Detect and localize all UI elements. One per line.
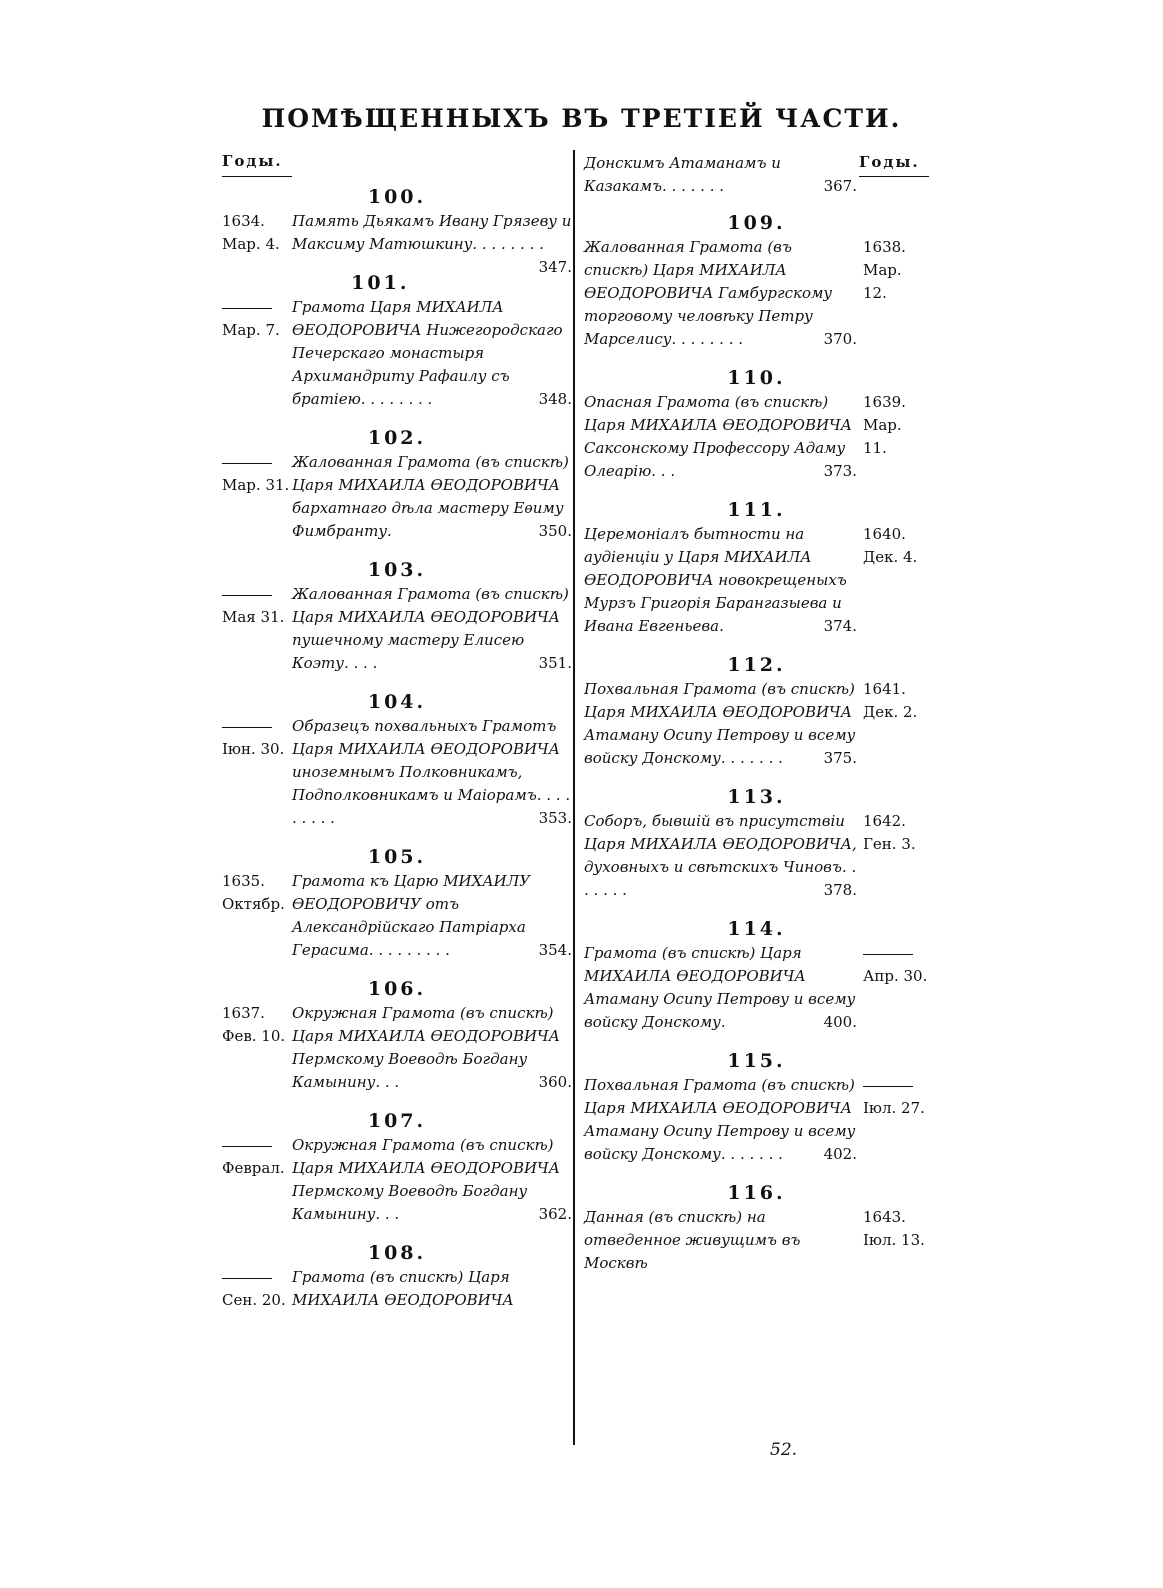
- years-rule: [222, 176, 292, 177]
- entry-page: 348.: [538, 390, 572, 408]
- entry-day: Мар. 4.: [222, 235, 280, 253]
- entry-year: 1639.: [863, 393, 906, 411]
- entry-text: [292, 210, 572, 276]
- entry-day: Дек. 4.: [863, 548, 918, 566]
- entry-day: Ген. 3.: [863, 835, 916, 853]
- entry-text: [292, 1266, 572, 1312]
- entry-date: [222, 1002, 292, 1048]
- entry-year: 1642.: [863, 812, 906, 830]
- list-item: [222, 1266, 572, 1312]
- entry-date: [222, 1134, 292, 1180]
- continuation-body: Донскимъ Атаманамъ и Казакамъ. . . . . . .: [584, 154, 781, 195]
- entry-number: 109.: [727, 212, 786, 234]
- entry-day: Мар. 11.: [863, 416, 902, 457]
- entry-day: Сен. 20.: [222, 1291, 286, 1309]
- entry-date: [222, 451, 292, 497]
- entry-day: Іюн. 30.: [222, 740, 285, 758]
- entry-year: [222, 296, 292, 319]
- entry-year: [222, 715, 292, 738]
- entry-page: 350.: [538, 522, 572, 540]
- entry-text: [292, 583, 572, 675]
- list-item: [222, 583, 572, 675]
- entry-date: [222, 296, 292, 342]
- entry-date: [863, 810, 929, 856]
- list-item: [584, 942, 929, 1034]
- list-item: [584, 391, 929, 483]
- entry-text: [584, 810, 857, 902]
- entry-number: 110.: [727, 367, 786, 389]
- entry-year: [222, 583, 292, 606]
- entry-page: 370.: [823, 330, 857, 348]
- entry-day: Феврал.: [222, 1159, 285, 1177]
- entry-title: Похвальная Грамота (въ спискѣ) Царя МИХАИЛА ѲЕОДОРОВИЧА Атаману Осипу Петрову и всему войску Донскому. . . . . . .: [584, 1076, 856, 1163]
- entry-text: [292, 1002, 572, 1094]
- entry-page: 375.: [823, 749, 857, 767]
- ditto-dash: [222, 463, 272, 464]
- entry-number: 111.: [727, 499, 786, 521]
- entry-title: Похвальная Грамота (въ спискѣ) Царя МИХАИЛА ѲЕОДОРОВИЧА Атаману Осипу Петрову и всему войску Донскому. . . . . . .: [584, 680, 856, 767]
- entry-year: 1634.: [222, 212, 265, 230]
- entry-page: 360.: [538, 1073, 572, 1091]
- list-item: [222, 1002, 572, 1094]
- entry-page: 374.: [823, 617, 857, 635]
- entry-day: Октябр.: [222, 895, 285, 913]
- entry-number: 106.: [367, 978, 427, 1000]
- left-entry-list: [222, 186, 572, 1312]
- entry-day: Дек. 2.: [863, 703, 918, 721]
- entry-number: 101.: [351, 272, 410, 294]
- entry-number: 108.: [367, 1242, 427, 1264]
- years-label: Годы.: [222, 152, 283, 170]
- entry-day: Апр. 30.: [863, 967, 928, 985]
- continuation-page: 367.: [823, 177, 857, 195]
- ditto-dash: [222, 1146, 272, 1147]
- entry-day: Мар. 12.: [863, 261, 902, 302]
- entry-year: [863, 1074, 929, 1097]
- entry-text: [584, 1074, 857, 1166]
- entry-title: Жалованная Грамота (въ спискѣ) Царя МИХАИЛА ѲЕОДОРОВИЧА бархатнаго дѣла мастеру Еѳиму Фимбранту.: [292, 453, 569, 540]
- entry-number: 113.: [727, 786, 786, 808]
- entry-title: Соборъ, бывшій въ присутствіи Царя МИХАИЛА ѲЕОДОРОВИЧА, духовныхъ и свѣтскихъ Чиновъ. . . . . . .: [584, 812, 857, 899]
- list-item: [222, 870, 572, 962]
- entry-number: 114.: [727, 918, 786, 940]
- entry-number: 103.: [367, 559, 427, 581]
- entry-page: 402.: [823, 1145, 857, 1163]
- column-divider: [573, 150, 575, 1445]
- entry-text: [292, 451, 572, 543]
- entry-date: [222, 1266, 292, 1312]
- entry-title: Грамота къ Царю МИХАИЛУ ѲЕОДОРОВИЧУ отъ Александрійскаго Патріарха Герасима. . . . . . . . .: [292, 872, 531, 959]
- signature-mark: 52.: [770, 1440, 798, 1460]
- entry-number: 100.: [367, 186, 427, 208]
- entry-page: 378.: [823, 881, 857, 899]
- entry-date: [863, 1206, 929, 1252]
- list-item: [584, 678, 929, 770]
- entry-day: Іюл. 13.: [863, 1231, 925, 1249]
- entry-year: 1637.: [222, 1004, 265, 1022]
- entry-day: Мар. 31.: [222, 476, 290, 494]
- entry-title: Образецъ похвальныхъ Грамотъ Царя МИХАИЛА ѲЕОДОРОВИЧА иноземнымъ Полковникамъ, Подполковникамъ и Маіорамъ. . . . . . . . .: [292, 717, 571, 827]
- entry-date: [222, 210, 292, 256]
- entry-page: 354.: [538, 941, 572, 959]
- entry-year: 1641.: [863, 680, 906, 698]
- entry-number: 102.: [367, 427, 427, 449]
- list-item: [584, 1206, 929, 1275]
- ditto-dash: [222, 727, 272, 728]
- ditto-dash: [222, 308, 272, 309]
- entry-text: [584, 1206, 857, 1275]
- entry-page: 347.: [538, 258, 572, 276]
- list-item: [584, 810, 929, 902]
- entry-year: [222, 1266, 292, 1289]
- entry-text: [292, 1134, 572, 1226]
- right-column-head: [859, 152, 929, 171]
- entry-day: Фев. 10.: [222, 1027, 286, 1045]
- entry-text: [584, 391, 857, 483]
- left-column: [222, 152, 572, 1328]
- entry-page: 400.: [823, 1013, 857, 1031]
- entry-year: [863, 942, 929, 965]
- entry-text: [292, 870, 572, 962]
- list-item: [222, 451, 572, 543]
- entry-year: [222, 1134, 292, 1157]
- ditto-dash: [222, 595, 272, 596]
- right-column: [584, 152, 929, 1291]
- years-label-right: Годы.: [859, 153, 920, 171]
- entry-date: [863, 236, 929, 305]
- years-rule-right: [859, 176, 929, 177]
- list-item: [584, 236, 929, 351]
- entry-title: Данная (въ спискѣ) на отведенное живущимъ въ Москвѣ: [584, 1208, 801, 1272]
- entry-text: [292, 715, 572, 830]
- entry-date: [863, 1074, 929, 1120]
- entry-title: Грамота Царя МИХАИЛА ѲЕОДОРОВИЧА Нижегородскаго Печерскаго монастыря Архимандриту Рафаилу съ братіею. . . . . . . .: [292, 298, 563, 408]
- entry-title: Жалованная Грамота (въ спискѣ) Царя МИХАИЛА ѲЕОДОРОВИЧА пушечному мастеру Елисею Коэту. . . .: [292, 585, 569, 672]
- entry-text: [584, 678, 857, 770]
- entry-text: [584, 236, 857, 351]
- page-title: ПОМѢЩЕННЫХЪ ВЪ ТРЕТІЕЙ ЧАСТИ.: [261, 104, 902, 133]
- entry-title: Жалованная Грамота (въ спискѣ) Царя МИХАИЛА ѲЕОДОРОВИЧА Гамбургскому торговому человѣку Петру Марселису. . . . . . . .: [584, 238, 833, 348]
- entry-number: 104.: [367, 691, 427, 713]
- entry-date: [222, 715, 292, 761]
- entry-year: 1638.: [863, 238, 906, 256]
- list-item: [222, 715, 572, 830]
- entry-date: [222, 583, 292, 629]
- entry-title: Окружная Грамота (въ спискѣ) Царя МИХАИЛА ѲЕОДОРОВИЧА Пермскому Воеводѣ Богдану Камынину. . .: [292, 1004, 561, 1091]
- list-item: [222, 296, 572, 411]
- entry-year: [222, 451, 292, 474]
- entry-title: Окружная Грамота (въ спискѣ) Царя МИХАИЛА ѲЕОДОРОВИЧА Пермскому Воеводѣ Богдану Камынину. . .: [292, 1136, 561, 1223]
- list-item: [584, 1074, 929, 1166]
- entry-day: Мар. 7.: [222, 321, 280, 339]
- ditto-dash: [863, 1086, 913, 1087]
- entry-page: 353.: [538, 809, 572, 827]
- entry-day: Мая 31.: [222, 608, 285, 626]
- entry-text: [292, 296, 572, 411]
- entry-date: [863, 678, 929, 724]
- continuation-text: [584, 152, 857, 198]
- entry-page: 362.: [538, 1205, 572, 1223]
- right-entry-list: [584, 212, 929, 1275]
- left-column-head: [222, 152, 572, 184]
- entry-year: 1640.: [863, 525, 906, 543]
- entry-page: 373.: [823, 462, 857, 480]
- entry-title: Грамота (въ спискѣ) Царя МИХАИЛА ѲЕОДОРОВИЧА Атаману Осипу Петрову и всему войску Донскому.: [584, 944, 856, 1031]
- ditto-dash: [863, 954, 913, 955]
- entry-number: 112.: [727, 654, 786, 676]
- list-item: [222, 210, 572, 276]
- entry-text: [584, 942, 857, 1034]
- entry-date: [222, 870, 292, 916]
- entry-page: 351.: [538, 654, 572, 672]
- entry-text: [584, 523, 857, 638]
- list-item: [584, 523, 929, 638]
- entry-number: 105.: [367, 846, 427, 868]
- entry-date: [863, 942, 929, 988]
- entry-year: 1643.: [863, 1208, 906, 1226]
- ditto-dash: [222, 1278, 272, 1279]
- entry-title: Память Дьякамъ Ивану Грязеву и Максиму Матюшкину. . . . . . . .: [292, 212, 572, 253]
- entry-title: Опасная Грамота (въ спискѣ) Царя МИХАИЛА ѲЕОДОРОВИЧА Саксонскому Профессору Адаму Олеарію. . .: [584, 393, 853, 480]
- entry-number: 107.: [367, 1110, 427, 1132]
- entry-day: Іюл. 27.: [863, 1099, 925, 1117]
- entry-number: 116.: [727, 1182, 786, 1204]
- entry-year: 1635.: [222, 872, 265, 890]
- entry-title: Грамота (въ спискѣ) Царя МИХАИЛА ѲЕОДОРОВИЧА: [292, 1268, 514, 1309]
- entry-number: 115.: [727, 1050, 786, 1072]
- list-item: [222, 1134, 572, 1226]
- entry-title: Церемоніалъ бытности на аудіенціи у Царя МИХАИЛА ѲЕОДОРОВИЧА новокрещеныхъ Мурзъ Григорія Барангазыева и Ивана Евгеньева.: [584, 525, 847, 635]
- entry-date: [863, 391, 929, 460]
- entry-date: [863, 523, 929, 569]
